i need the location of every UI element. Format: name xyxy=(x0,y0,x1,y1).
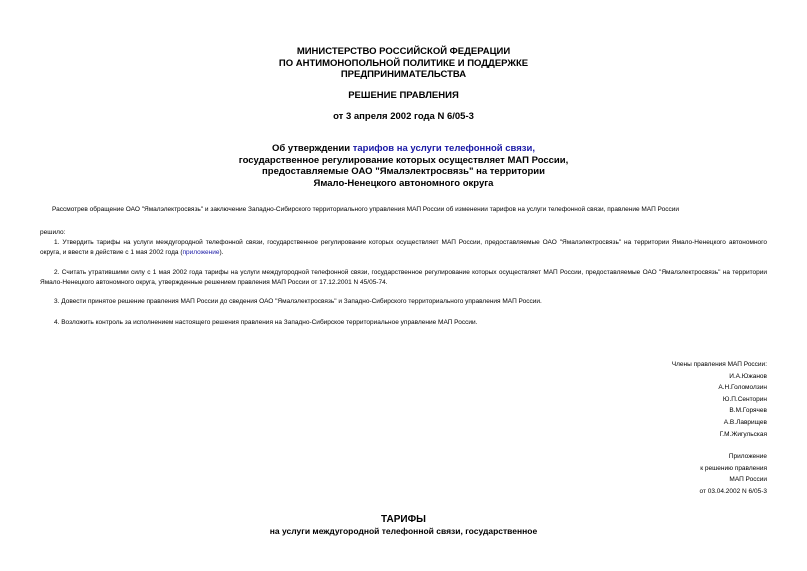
appendix-link[interactable]: приложение xyxy=(182,249,220,256)
item-2: 2. Считать утратившими силу с 1 мая 2002 года тарифы на услуги междугородной телефонной связи, государственное регулирование которых осуществляет МАП России, предоставляемые ОАО "Ямалэлектросвязь" на территории Ямало-Ненецкого автономного округа, утвержденные решением правления МАП России от 17.12.2001 N 45/05-74. xyxy=(40,269,767,286)
board-members-title: Члены правления МАП России: xyxy=(671,361,767,368)
doc-subject xyxy=(0,143,807,189)
resolved-label: решило: xyxy=(40,229,66,236)
doc-type: РЕШЕНИЕ ПРАВЛЕНИЯ xyxy=(348,90,459,101)
subject-prefix: Об утверждении xyxy=(271,143,353,154)
subject-line-1 xyxy=(0,143,807,155)
subject-line-3: предоставляемые ОАО "Ямалэлектросвязь" на территории xyxy=(262,166,545,177)
tariffs-subtitle: на услуги междугородной телефонной связи, государственное xyxy=(269,526,538,536)
appendix-line: к решению правления xyxy=(700,464,767,472)
tariffs-title: ТАРИФЫ xyxy=(381,514,426,525)
ministry-line-3: ПРЕДПРИНИМАТЕЛЬСТВА xyxy=(340,69,467,80)
member-name: В.М.Горячев xyxy=(729,407,767,415)
subject-line-2: государственное регулирование которых осуществляет МАП России, xyxy=(238,154,569,166)
tariffs-link[interactable]: тарифов на услуги телефонной связи, xyxy=(352,143,536,154)
item-4: 4. Возложить контроль за исполнением настоящего решения правления на Западно-Сибирское территориальное управление МАП России. xyxy=(54,319,478,326)
item-3: 3. Довести принятое решение правления МАП России до сведения ОАО "Ямалэлектросвязь" и Западно-Сибирского территориального управления МАП России. xyxy=(54,298,542,305)
member-name: А.Н.Голомолзин xyxy=(718,384,767,392)
member-name: Ю.П.Сенторин xyxy=(722,395,767,403)
appendix-line: Приложение xyxy=(728,453,767,460)
member-name: И.А.Южанов xyxy=(729,372,767,380)
item-1-end: ). xyxy=(219,249,224,256)
member-name: А.В.Лаврищев xyxy=(723,418,767,426)
intro-paragraph: Рассмотрев обращение ОАО "Ямалэлектросвязь" и заключение Западно-Сибирского территориального управления МАП России об изменении тарифов на услуги телефонной связи, правление МАП России xyxy=(52,206,679,213)
appendix-line: МАП России xyxy=(729,476,767,484)
ministry-line-1: МИНИСТЕРСТВО РОССИЙСКОЙ ФЕДЕРАЦИИ xyxy=(296,46,511,57)
ministry-header xyxy=(0,46,807,81)
ministry-line-2: ПО АНТИМОНОПОЛЬНОЙ ПОЛИТИКЕ И ПОДДЕРЖКЕ xyxy=(278,57,529,69)
doc-date: от 3 апреля 2002 года N 6/05-3 xyxy=(333,111,474,122)
item-1-text: 1. Утвердить тарифы на услуги междугородной телефонной связи, государственное регулирование которых осуществляет МАП России, предоставляемые ОАО "Ямалэлектросвязь" на территории Ямало-Ненецкого автономного округа, и ввести в действие с 1 мая 2002 года ( xyxy=(40,239,767,256)
appendix-line: от 03.04.2002 N 6/05-3 xyxy=(699,487,767,495)
board-members xyxy=(560,359,767,440)
item-1 xyxy=(40,238,767,258)
appendix-header xyxy=(560,451,767,497)
subject-line-4: Ямало-Ненецкого автономного округа xyxy=(313,177,494,189)
member-name: Г.М.Жигульская xyxy=(719,430,767,438)
